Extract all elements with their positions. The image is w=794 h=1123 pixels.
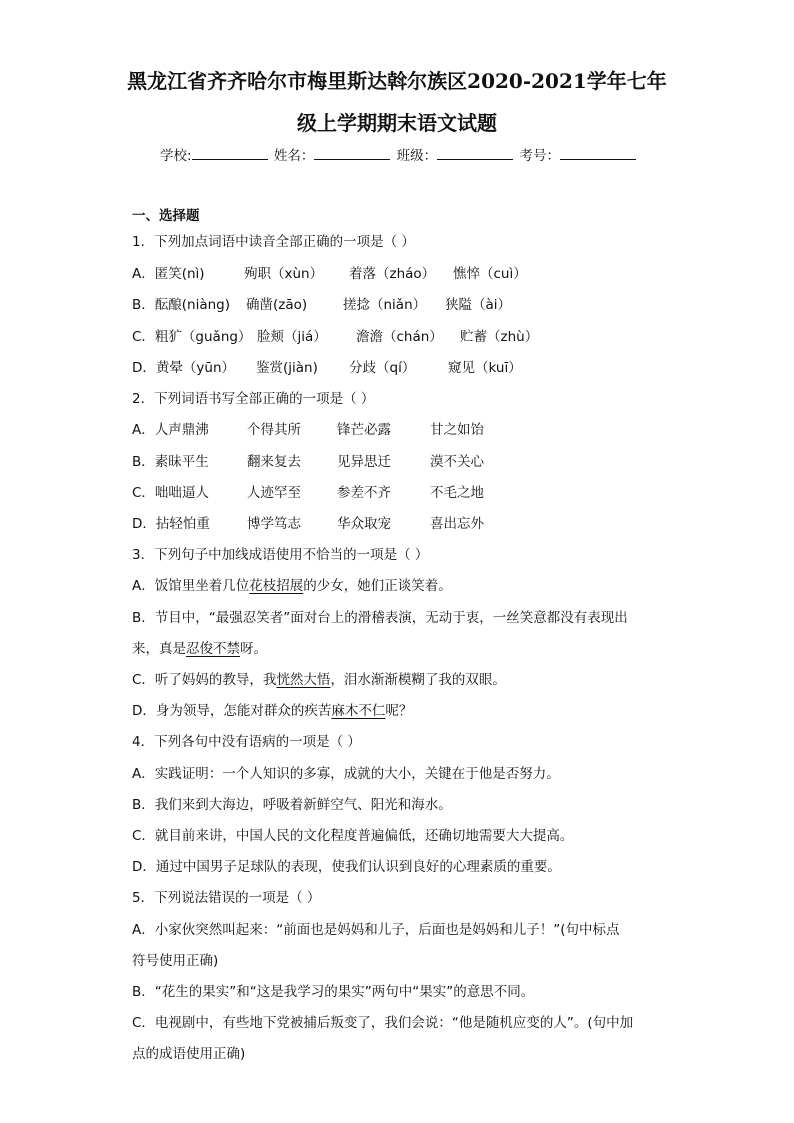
q1-b-3: 搓捻（niǎn） bbox=[343, 297, 427, 313]
school-blank[interactable] bbox=[192, 145, 268, 160]
q2-a-3: 锋芒必露 bbox=[337, 422, 391, 438]
q2-d-2: 博学笃志 bbox=[247, 516, 301, 532]
q4-option-b: B．我们来到大海边，呼吸着新鲜空气、阳光和海水。 bbox=[132, 797, 452, 813]
q4-option-a: A．实践证明：一个人知识的多寡，成就的大小，关键在于他是否努力。 bbox=[132, 766, 560, 782]
q4-option-d: D．通过中国男子足球队的表现，使我们认识到良好的心理素质的重要。 bbox=[132, 859, 561, 875]
student-info-row bbox=[160, 145, 638, 166]
q3-c-text-end: ，泪水渐渐模糊了我的双眼。 bbox=[330, 672, 506, 688]
q1-stem: 1．下列加点词语中读音全部正确的一项是（ ） bbox=[132, 234, 415, 250]
q2-b-2: 翻来复去 bbox=[247, 454, 301, 470]
q5-option-b: B．“花生的果实”和“这是我学习的果实”两句中“果实”的意思不同。 bbox=[132, 984, 535, 1000]
q1-c-2: 脸颊（jiá） bbox=[257, 329, 327, 345]
q1-a-2: 殉职（xùn） bbox=[244, 266, 324, 282]
q2-d-1: D．拈轻怕重 bbox=[132, 516, 210, 532]
q3-stem: 3．下列句子中加线成语使用不恰当的一项是（ ） bbox=[132, 547, 429, 563]
q1-a-3: 着落（zháo） bbox=[349, 266, 436, 282]
q2-c-1: C．咄咄逼人 bbox=[132, 485, 209, 501]
class-blank[interactable] bbox=[437, 145, 513, 160]
id-label: 考号： bbox=[519, 148, 560, 164]
q2-b-1: B．素昧平生 bbox=[132, 454, 209, 470]
name-label: 姓名： bbox=[273, 148, 315, 164]
q4-stem: 4．下列各句中没有语病的一项是（ ） bbox=[132, 734, 361, 750]
q3-option-b-line2 bbox=[132, 639, 267, 659]
q2-a-2: 个得其所 bbox=[247, 422, 301, 438]
q1-d-4: 窥见（kuī） bbox=[448, 360, 522, 376]
q3-b-text: 来，真是 bbox=[132, 641, 186, 657]
q3-d-text-end: 呢？ bbox=[385, 703, 413, 719]
q5-option-a-line1: A．小家伙突然叫起来：“前面也是妈妈和儿子，后面也是妈妈和儿子！”(句中标点 bbox=[132, 922, 620, 938]
school-label: 学校: bbox=[160, 148, 192, 164]
q1-c-1: C．粗犷（guǎng） bbox=[132, 329, 252, 345]
q1-a-1: A．匿笑(nì) bbox=[132, 266, 205, 282]
q1-b-4: 狭隘（ài） bbox=[445, 297, 512, 313]
q3-d-text: D．身为领导，怎能对群众的疾苦 bbox=[132, 703, 332, 719]
q3-c-underlined-idiom: 恍然大悟 bbox=[276, 672, 331, 688]
q3-option-b-line1: B．节目中，“最强忍笑者”面对台上的滑稽表演，无动于衷，一丝笑意都没有表现出 bbox=[132, 610, 628, 626]
id-blank[interactable] bbox=[560, 145, 636, 160]
q3-a-text: A．饭馆里坐着几位 bbox=[132, 578, 250, 594]
q1-b-1: B．酝酿(niàng) bbox=[132, 297, 231, 313]
q3-a-underlined-idiom: 花枝招展 bbox=[249, 578, 304, 594]
section-heading: 一、选择题 bbox=[132, 208, 200, 224]
q1-c-4: 贮蓄（zhù） bbox=[460, 329, 539, 345]
q2-b-4: 漠不关心 bbox=[430, 454, 484, 470]
q5-option-c-line1: C．电视剧中，有些地下党被捕后叛变了，我们会说：“他是随机应变的人”。(句中加 bbox=[132, 1015, 634, 1031]
q2-a-1: A．人声鼎沸 bbox=[132, 422, 209, 438]
exam-title-line1: 黑龙江省齐齐哈尔市梅里斯达斡尔族区2020-2021学年七年 bbox=[127, 69, 667, 93]
q5-stem: 5．下列说法错误的一项是（ ） bbox=[132, 890, 321, 906]
q1-d-3: 分歧（qí） bbox=[349, 360, 416, 376]
q3-c-text: C．听了妈妈的教导，我 bbox=[132, 672, 277, 688]
q3-option-c bbox=[132, 670, 506, 690]
q2-b-3: 见异思迁 bbox=[337, 454, 391, 470]
q4-option-c: C．就目前来讲，中国人民的文化程度普遍偏低，还确切地需要大大提高。 bbox=[132, 828, 574, 844]
q3-b-underlined-idiom: 忍俊不禁 bbox=[186, 641, 240, 657]
q1-d-1: D．黄晕（yūn） bbox=[132, 360, 235, 376]
q1-d-2: 鉴赏(jiàn) bbox=[256, 360, 318, 376]
q3-a-text-end: 的少女，她们正谈笑着。 bbox=[303, 578, 452, 594]
q5-option-a-line2: 符号使用正确) bbox=[132, 953, 219, 969]
q3-d-underlined-idiom: 麻木不仁 bbox=[331, 703, 386, 719]
q1-a-4: 憔悴（cuì） bbox=[453, 266, 527, 282]
q1-b-2: 确凿(zāo) bbox=[246, 297, 308, 313]
q1-c-3: 澹澹（chán） bbox=[356, 329, 443, 345]
exam-title-line2: 级上学期期末语文试题 bbox=[297, 111, 497, 135]
q5-option-c-line2: 点的成语使用正确) bbox=[132, 1046, 246, 1062]
class-label: 班级： bbox=[396, 148, 438, 164]
q2-stem: 2．下列词语书写全部正确的一项是（ ） bbox=[132, 391, 375, 407]
q2-d-3: 华众取宠 bbox=[337, 516, 391, 532]
q3-b-text-end: 呀。 bbox=[240, 641, 267, 657]
q2-d-4: 喜出忘外 bbox=[430, 516, 484, 532]
q3-option-a bbox=[132, 576, 452, 596]
name-blank[interactable] bbox=[314, 145, 390, 160]
q2-c-2: 人迹罕至 bbox=[247, 485, 301, 501]
q2-c-3: 参差不齐 bbox=[337, 485, 391, 501]
q2-c-4: 不毛之地 bbox=[430, 485, 484, 501]
q3-option-d bbox=[132, 701, 412, 721]
q2-a-4: 甘之如饴 bbox=[430, 422, 484, 438]
